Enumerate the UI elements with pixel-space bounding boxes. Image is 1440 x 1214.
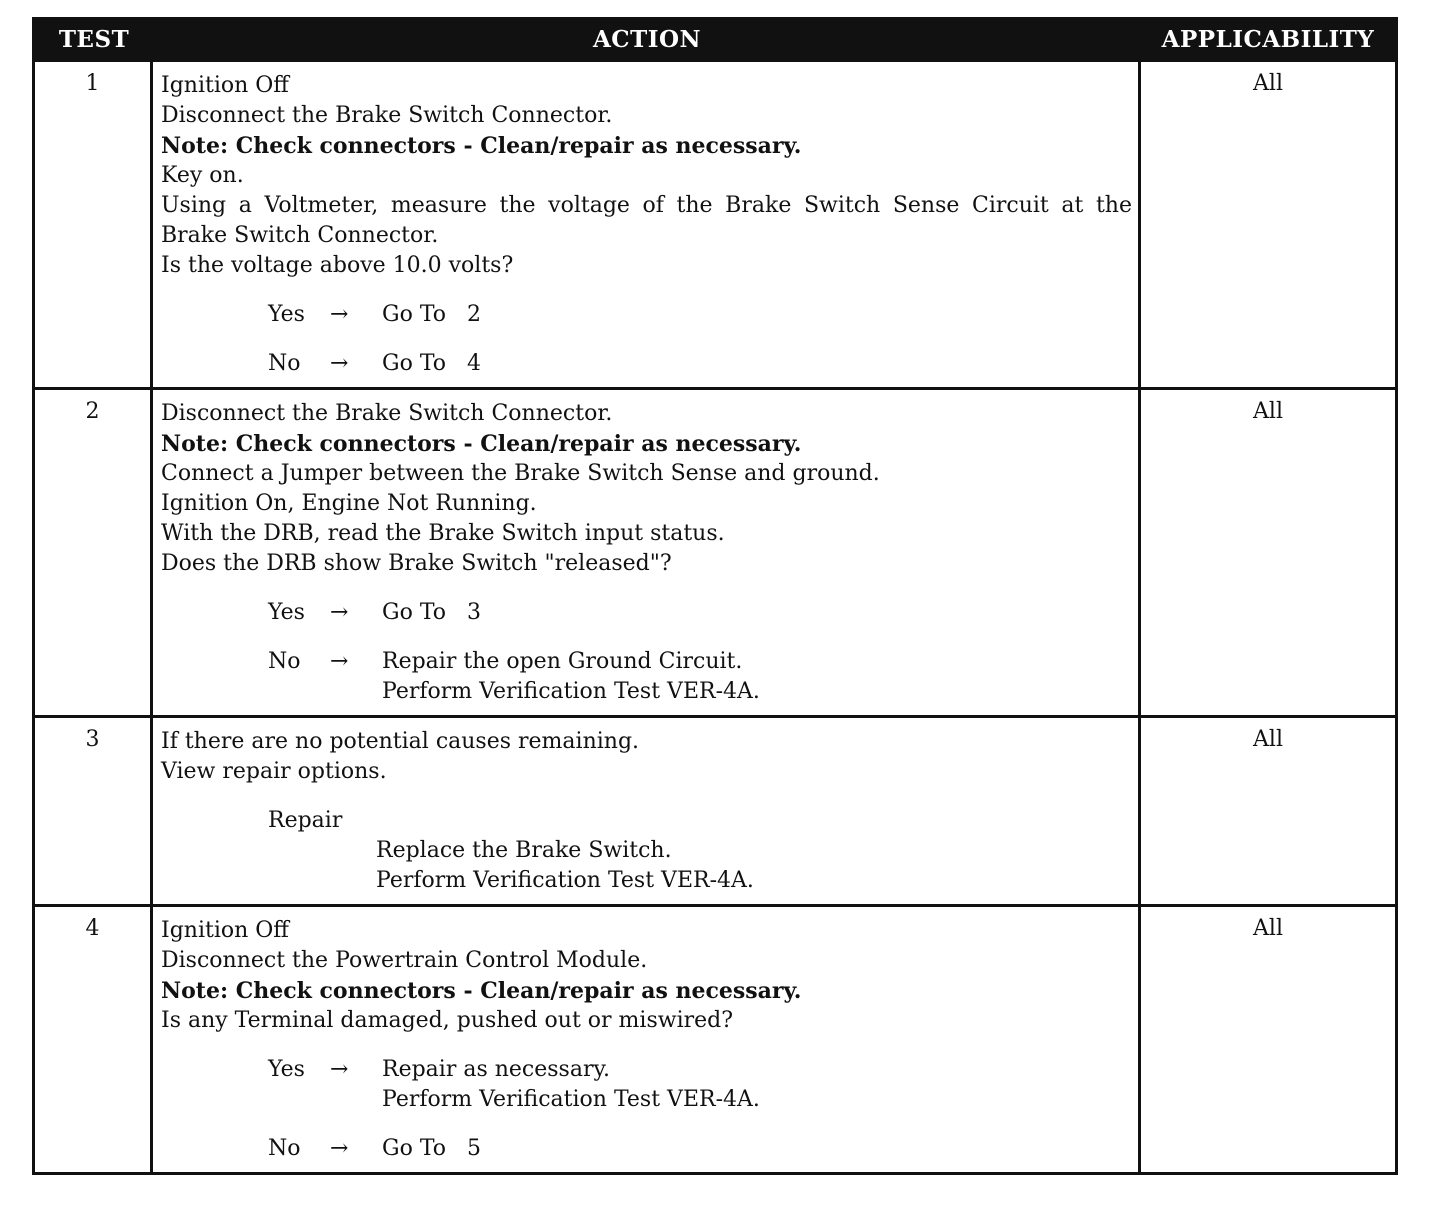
action-cell (153, 62, 1141, 387)
repair-options (268, 806, 1132, 896)
header-applicability: APPLICABILITY (1161, 26, 1375, 53)
action-note: Note: Check connectors - Clean/repair as necessary. (161, 431, 802, 457)
applicability-cell: All (1253, 727, 1283, 752)
test-number: 3 (35, 718, 153, 904)
applicability-cell: All (1253, 71, 1283, 96)
result-line: Perform Verification Test VER-4A. (382, 1087, 760, 1112)
option-label: No (268, 351, 301, 376)
option-label: Yes (268, 600, 305, 625)
action-note: Note: Check connectors - Clean/repair as necessary. (161, 978, 802, 1004)
action-line: View repair options. (161, 759, 387, 784)
action-line: Connect a Jumper between the Brake Switch Sense and ground. (161, 461, 880, 486)
option-label: No (268, 1136, 301, 1161)
repair-line: Replace the Brake Switch. (376, 838, 672, 863)
repair-line: Perform Verification Test VER-4A. (376, 868, 754, 893)
result-line: Repair as necessary. (382, 1057, 610, 1082)
option-no (268, 1134, 1132, 1164)
arrow-icon: → (330, 302, 349, 327)
action-line: Ignition On, Engine Not Running. (161, 491, 537, 516)
result-line: Go To 4 (382, 351, 481, 376)
option-result (382, 349, 481, 379)
arrow-icon: → (330, 1057, 349, 1082)
option-result (382, 300, 481, 330)
arrow-icon: → (330, 351, 349, 376)
result-line: Go To 2 (382, 302, 481, 327)
applicability-cell: All (1253, 399, 1283, 424)
header-test: TEST (58, 26, 130, 53)
action-line: Disconnect the Powertrain Control Module. (161, 948, 648, 973)
option-label: Yes (268, 302, 305, 327)
action-line: Is any Terminal damaged, pushed out or miswired? (161, 1008, 734, 1033)
action-note: Note: Check connectors - Clean/repair as necessary. (161, 133, 802, 159)
result-line: Repair the open Ground Circuit. (382, 649, 743, 674)
action-line: Is the voltage above 10.0 volts? (161, 253, 514, 278)
test-number: 4 (35, 907, 153, 1172)
action-line: Brake Switch Connector. (161, 223, 439, 248)
option-result (382, 1055, 760, 1115)
action-line: Using a Voltmeter, measure the voltage of the Brake Switch Sense Circuit at the (161, 193, 1132, 218)
applicability-cell: All (1253, 916, 1283, 941)
arrow-icon: → (330, 649, 349, 674)
action-line: Ignition Off (161, 73, 289, 98)
action-line: Key on. (161, 163, 244, 188)
option-no (268, 647, 1132, 707)
action-line: Ignition Off (161, 918, 289, 943)
action-cell (153, 907, 1141, 1172)
option-label: Yes (268, 1057, 305, 1082)
option-no (268, 349, 1132, 379)
option-yes (268, 598, 1132, 628)
result-line: Perform Verification Test VER-4A. (382, 679, 760, 704)
table-row (35, 387, 1395, 715)
repair-label: Repair (268, 808, 343, 833)
header-action: ACTION (592, 26, 702, 53)
table-row (35, 904, 1395, 1172)
option-yes (268, 1055, 1132, 1115)
result-line: Go To 3 (382, 600, 481, 625)
table-row (35, 62, 1395, 387)
option-yes (268, 300, 1132, 330)
option-result (382, 647, 760, 707)
result-line: Go To 5 (382, 1136, 481, 1161)
option-result (382, 598, 481, 628)
test-number: 1 (35, 62, 153, 387)
action-cell (153, 718, 1141, 904)
action-line: With the DRB, read the Brake Switch input status. (161, 521, 725, 546)
action-cell (153, 390, 1141, 715)
option-label: No (268, 649, 301, 674)
diagnostic-test-table (32, 17, 1398, 1175)
action-line: Disconnect the Brake Switch Connector. (161, 103, 613, 128)
arrow-icon: → (330, 600, 349, 625)
action-line: Does the DRB show Brake Switch "released"? (161, 551, 672, 576)
arrow-icon: → (330, 1136, 349, 1161)
action-line: If there are no potential causes remaining. (161, 729, 640, 754)
action-line: Disconnect the Brake Switch Connector. (161, 401, 613, 426)
option-result (382, 1134, 481, 1164)
test-number: 2 (35, 390, 153, 715)
table-row (35, 715, 1395, 904)
table-header (35, 20, 1395, 62)
